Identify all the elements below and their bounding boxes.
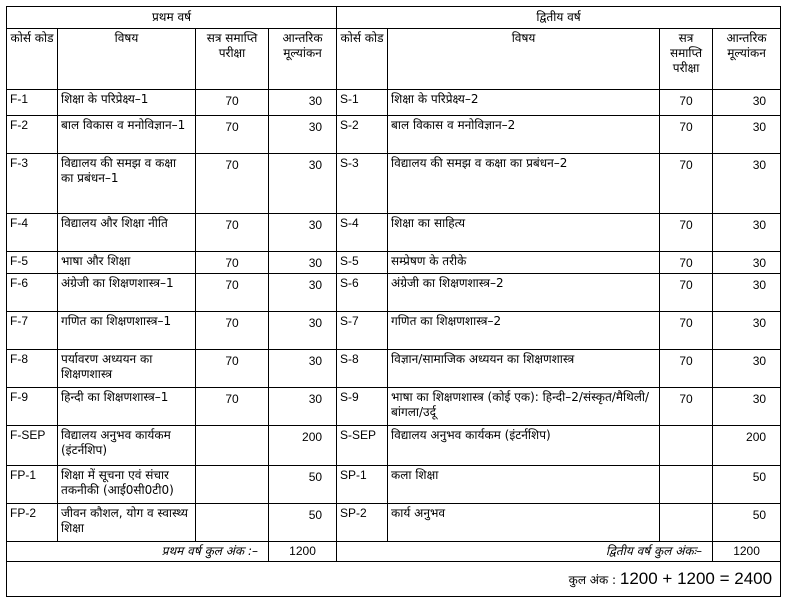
first-internal-marks: 30 [269,214,337,252]
second-course-subject: शिक्षा के परिप्रेक्ष्य–2 [388,90,660,116]
table-row [7,214,781,252]
first-internal-marks: 30 [269,252,337,274]
second-course-subject: शिक्षा का साहित्य [388,214,660,252]
header-subject: विषय [388,29,660,90]
first-internal-marks: 50 [269,504,337,542]
second-internal-marks: 30 [713,388,781,426]
first-course-code: F-6 [7,274,58,312]
first-year-total-label: प्रथम वर्ष कुल अंक :– [7,542,269,562]
table-row [7,116,781,154]
first-year-title: प्रथम वर्ष [7,7,337,29]
first-course-subject: हिन्दी का शिक्षणशास्त्र–1 [58,388,196,426]
first-course-code: F-8 [7,350,58,388]
first-exam-marks: 70 [196,90,269,116]
second-course-subject: गणित का शिक्षणशास्त्र–2 [388,312,660,350]
first-exam-marks: 70 [196,154,269,214]
header-code: कोर्स कोड [337,29,388,90]
second-course-code: S-8 [337,350,388,388]
first-course-code: F-4 [7,214,58,252]
second-course-code: S-4 [337,214,388,252]
first-exam-marks: 70 [196,388,269,426]
second-course-code: SP-1 [337,466,388,504]
second-internal-marks: 50 [713,466,781,504]
first-exam-marks [196,504,269,542]
second-course-subject: सम्प्रेषण के तरीके [388,252,660,274]
second-course-code: SP-2 [337,504,388,542]
table-row [7,466,781,504]
first-exam-marks [196,426,269,466]
second-exam-marks: 70 [660,350,713,388]
table-row [7,504,781,542]
column-header-row [7,29,781,90]
second-internal-marks: 30 [713,90,781,116]
first-course-code: F-2 [7,116,58,154]
header-exam: सत्र समाप्ति परीक्षा [660,29,713,90]
second-exam-marks [660,504,713,542]
table-row [7,252,781,274]
second-year-total-label: द्वितीय वर्ष कुल अंकः– [337,542,713,562]
grand-total-value: 1200 + 1200 = 2400 [619,568,773,588]
second-course-code: S-2 [337,116,388,154]
first-internal-marks: 30 [269,350,337,388]
first-course-subject: शिक्षा के परिप्रेक्ष्य–1 [58,90,196,116]
first-internal-marks: 30 [269,274,337,312]
second-course-subject: भाषा का शिक्षणशास्त्र (कोई एक): हिन्दी–2/संस्कृत/मैथिली/बांगला/उर्दू [388,388,660,426]
second-internal-marks: 30 [713,252,781,274]
table-row [7,350,781,388]
first-course-subject: विद्यालय और शिक्षा नीति [58,214,196,252]
first-course-code: FP-2 [7,504,58,542]
first-course-subject: विद्यालय अनुभव कार्यकम (इंटर्नशिप) [58,426,196,466]
first-exam-marks: 70 [196,116,269,154]
header-exam: सत्र समाप्ति परीक्षा [196,29,269,90]
second-internal-marks: 30 [713,350,781,388]
second-course-code: S-3 [337,154,388,214]
second-course-subject: विज्ञान/सामाजिक अध्ययन का शिक्षणशास्त्र [388,350,660,388]
second-year-title: द्वितीय वर्ष [337,7,781,29]
second-exam-marks: 70 [660,214,713,252]
table-row [7,154,781,214]
first-exam-marks [196,466,269,504]
first-internal-marks: 30 [269,154,337,214]
first-year-total-value: 1200 [269,542,337,562]
first-exam-marks: 70 [196,312,269,350]
first-exam-marks: 70 [196,252,269,274]
second-course-subject: कार्य अनुभव [388,504,660,542]
first-internal-marks: 30 [269,90,337,116]
second-exam-marks: 70 [660,312,713,350]
first-internal-marks: 50 [269,466,337,504]
second-exam-marks: 70 [660,90,713,116]
table-row [7,90,781,116]
first-course-subject: विद्यालय की समझ व कक्षा का प्रबंधन–1 [58,154,196,214]
year-header-row [7,7,781,29]
marks-table [6,6,781,597]
first-course-code: F-1 [7,90,58,116]
first-course-code: F-7 [7,312,58,350]
course-rows [7,90,781,542]
first-course-subject: पर्यावरण अध्ययन का शिक्षणशास्त्र [58,350,196,388]
header-code: कोर्स कोड [7,29,58,90]
first-internal-marks: 200 [269,426,337,466]
first-course-subject: बाल विकास व मनोविज्ञान–1 [58,116,196,154]
grand-total [7,562,781,597]
table-row [7,274,781,312]
second-internal-marks: 50 [713,504,781,542]
grand-total-row [7,562,781,597]
grand-total-label: कुल अंक : [568,572,617,587]
second-course-code: S-9 [337,388,388,426]
second-course-code: S-6 [337,274,388,312]
first-course-subject: शिक्षा में सूचना एवं संचार तकनीकी (आई0सी0टी0) [58,466,196,504]
second-exam-marks: 70 [660,274,713,312]
second-internal-marks: 30 [713,214,781,252]
first-course-subject: जीवन कौशल, योग व स्वास्थ्य शिक्षा [58,504,196,542]
first-course-code: FP-1 [7,466,58,504]
first-course-subject: भाषा और शिक्षा [58,252,196,274]
second-exam-marks [660,426,713,466]
second-year-total-value: 1200 [713,542,781,562]
second-course-subject: कला शिक्षा [388,466,660,504]
first-course-subject: गणित का शिक्षणशास्त्र–1 [58,312,196,350]
second-exam-marks: 70 [660,252,713,274]
first-course-code: F-9 [7,388,58,426]
table-row [7,312,781,350]
first-internal-marks: 30 [269,312,337,350]
header-subject: विषय [58,29,196,90]
first-course-subject: अंग्रेजी का शिक्षणशास्त्र–1 [58,274,196,312]
second-course-code: S-7 [337,312,388,350]
table-row [7,426,781,466]
first-course-code: F-5 [7,252,58,274]
second-internal-marks: 30 [713,116,781,154]
second-course-subject: अंग्रेजी का शिक्षणशास्त्र–2 [388,274,660,312]
first-course-code: F-3 [7,154,58,214]
second-exam-marks: 70 [660,154,713,214]
header-internal: आन्तरिक मूल्यांकन [269,29,337,90]
second-exam-marks: 70 [660,116,713,154]
first-internal-marks: 30 [269,116,337,154]
second-exam-marks [660,466,713,504]
table-row [7,388,781,426]
first-exam-marks: 70 [196,350,269,388]
second-course-subject: विद्यालय की समझ व कक्षा का प्रबंधन–2 [388,154,660,214]
first-course-code: F-SEP [7,426,58,466]
first-exam-marks: 70 [196,274,269,312]
second-course-code: S-5 [337,252,388,274]
first-internal-marks: 30 [269,388,337,426]
second-internal-marks: 30 [713,312,781,350]
second-course-subject: बाल विकास व मनोविज्ञान–2 [388,116,660,154]
first-exam-marks: 70 [196,214,269,252]
second-course-subject: विद्यालय अनुभव कार्यकम (इंटर्नशिप) [388,426,660,466]
second-exam-marks: 70 [660,388,713,426]
second-internal-marks: 30 [713,154,781,214]
year-total-row [7,542,781,562]
second-course-code: S-1 [337,90,388,116]
second-internal-marks: 200 [713,426,781,466]
second-internal-marks: 30 [713,274,781,312]
header-internal: आन्तरिक मूल्यांकन [713,29,781,90]
second-course-code: S-SEP [337,426,388,466]
